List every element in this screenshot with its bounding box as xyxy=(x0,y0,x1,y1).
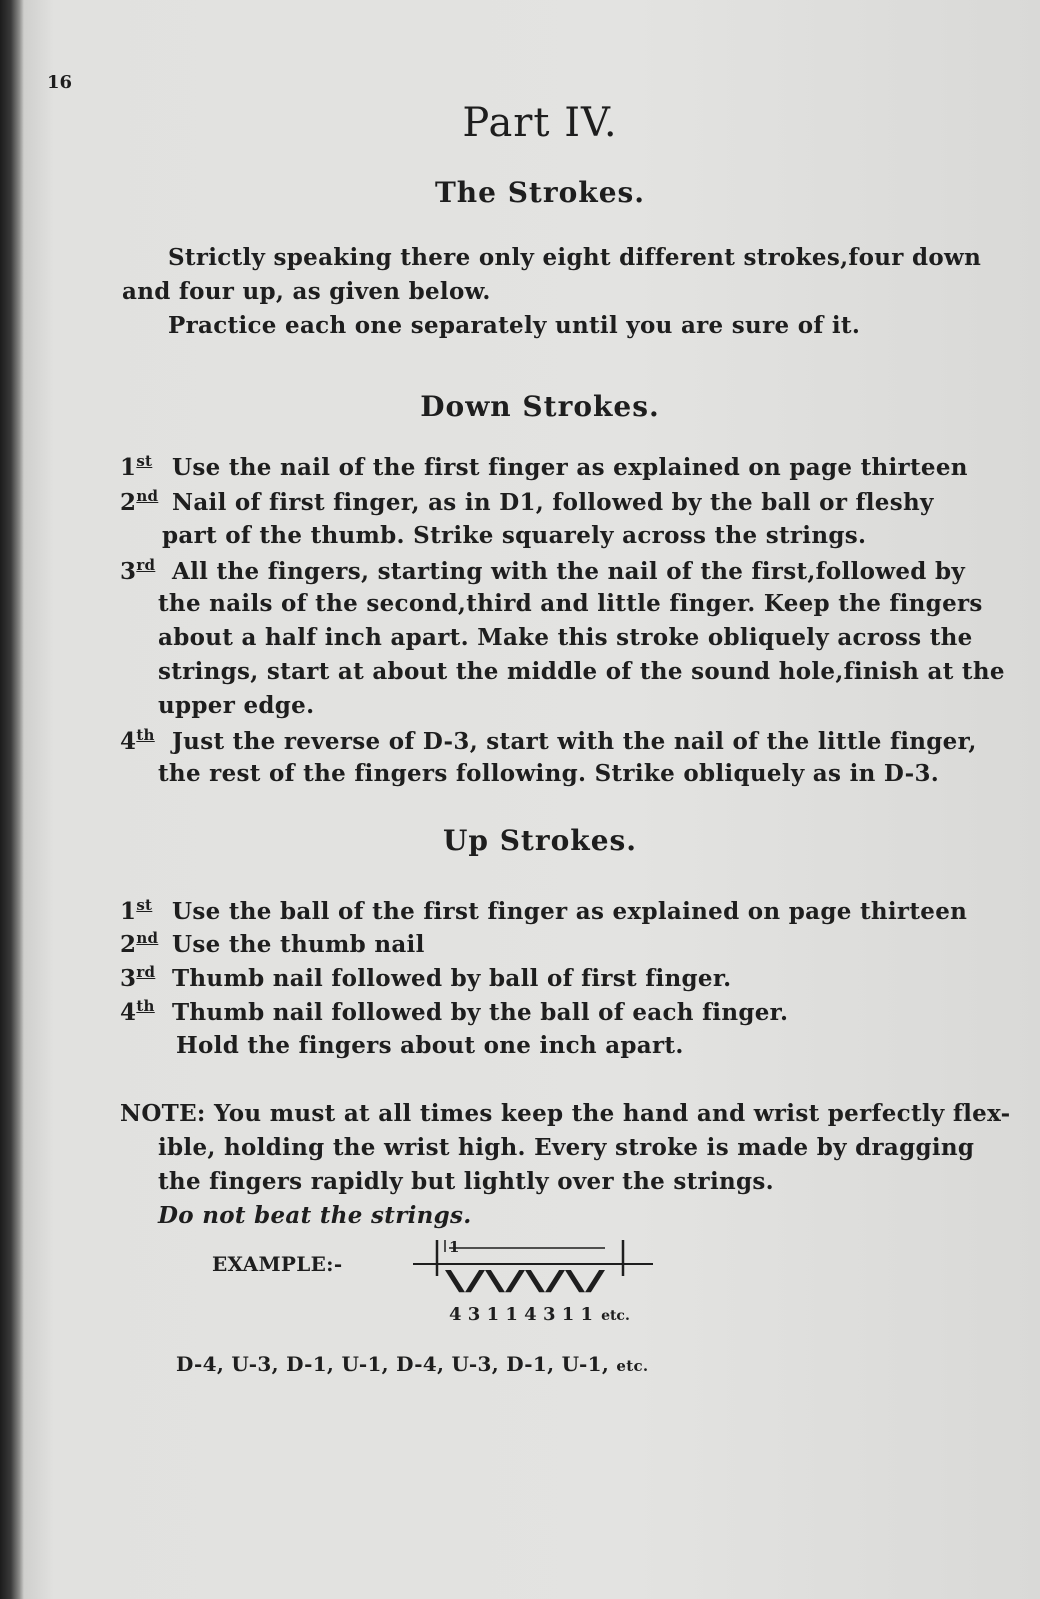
note-emphasis: Do not beat the strings. xyxy=(158,1202,472,1229)
section-title: The Strokes. xyxy=(434,176,646,209)
down-stroke-4-cont: the rest of the fingers following. Strike obliquely as in D-3. xyxy=(158,760,940,787)
up-stroke-2 xyxy=(120,929,425,958)
down-stroke-4 xyxy=(120,726,977,755)
stroke-text: Nail of first finger, as in D1, followed by the ball or fleshy xyxy=(172,489,934,516)
ordinal: 3rd xyxy=(120,556,156,585)
intro-line-1: Strictly speaking there only eight different strokes,four down xyxy=(168,244,982,271)
stroke-sequence: D-4, U-3, D-1, U-1, D-4, U-3, D-1, U-1, etc. xyxy=(176,1352,649,1376)
note-line-1: NOTE: You must at all times keep the hand and wrist perfectly flex- xyxy=(120,1100,1011,1127)
down-stroke-3 xyxy=(120,556,965,585)
ordinal: 1st xyxy=(120,452,153,481)
up-stroke-4-cont: Hold the fingers about one inch apart. xyxy=(176,1032,684,1059)
ordinal: 2nd xyxy=(120,487,159,516)
stroke-text: Use the thumb nail xyxy=(172,931,425,958)
measure-number: 1 xyxy=(449,1238,460,1256)
intro-line-2: and four up, as given below. xyxy=(122,278,491,305)
up-stroke-1 xyxy=(120,896,967,925)
ordinal: 1st xyxy=(120,896,153,925)
book-spine-shadow xyxy=(0,0,24,1599)
stroke-text: Thumb nail followed by the ball of each finger. xyxy=(172,999,789,1026)
intro-line-3: Practice each one separately until you are sure of it. xyxy=(168,312,861,339)
stroke-text: Just the reverse of D-3, start with the nail of the little finger, xyxy=(172,728,977,755)
stroke-text: Use the ball of the first finger as explained on page thirteen xyxy=(172,898,968,925)
ordinal: 4th xyxy=(120,726,155,755)
note-line-3: the fingers rapidly but lightly over the strings. xyxy=(158,1168,774,1195)
stroke-glyphs: \/\/\/\/ xyxy=(445,1266,606,1297)
strum-notation xyxy=(405,1232,665,1328)
stroke-text: Use the nail of the first finger as explained on page thirteen xyxy=(172,454,968,481)
ordinal: 4th xyxy=(120,997,155,1026)
down-stroke-2 xyxy=(120,487,934,516)
down-stroke-3-cont-2: about a half inch apart. Make this stroke obliquely across the xyxy=(158,624,973,651)
page-number: 16 xyxy=(47,72,73,93)
up-stroke-3 xyxy=(120,963,731,992)
up-stroke-4 xyxy=(120,997,788,1026)
down-stroke-3-cont-3: strings, start at about the middle of the sound hole,finish at the xyxy=(158,658,1005,685)
example-label: EXAMPLE:- xyxy=(212,1252,343,1276)
stroke-numbers: 4 3 1 1 4 3 1 1 etc. xyxy=(449,1304,630,1325)
up-strokes-heading: Up Strokes. xyxy=(442,824,638,857)
down-strokes-heading: Down Strokes. xyxy=(420,390,660,423)
stroke-text: All the fingers, starting with the nail of the first,followed by xyxy=(172,558,965,585)
ordinal: 2nd xyxy=(120,929,159,958)
down-stroke-1 xyxy=(120,452,968,481)
note-line-2: ible, holding the wrist high. Every stroke is made by dragging xyxy=(158,1134,975,1161)
down-stroke-3-cont-4: upper edge. xyxy=(158,692,315,719)
down-stroke-3-cont-1: the nails of the second,third and little finger. Keep the fingers xyxy=(158,590,983,617)
stroke-text: Thumb nail followed by ball of first finger. xyxy=(172,965,732,992)
part-title: Part IV. xyxy=(462,100,618,146)
down-stroke-2-cont: part of the thumb. Strike squarely across the strings. xyxy=(162,522,867,549)
ordinal: 3rd xyxy=(120,963,156,992)
